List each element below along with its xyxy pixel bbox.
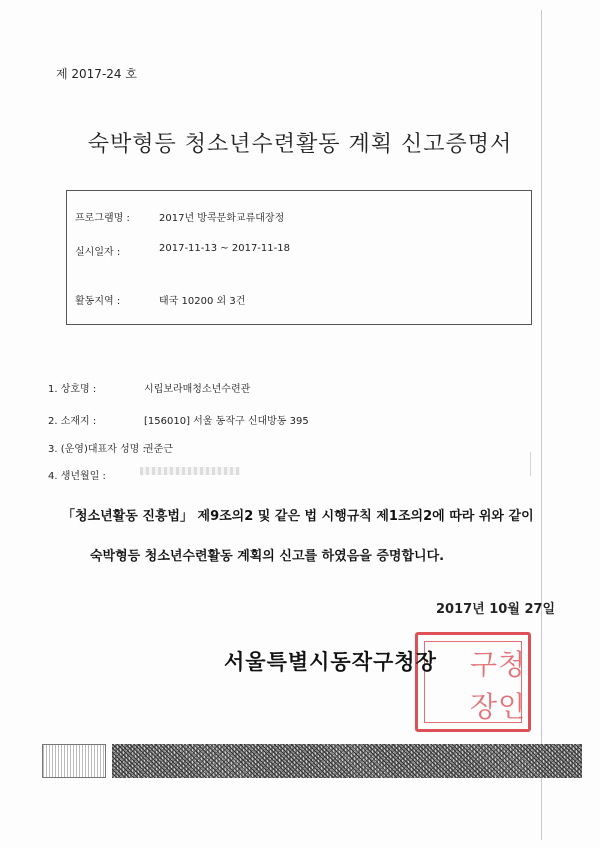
birthdate-label: 4. 생년월일 : [48, 471, 106, 482]
program-date-label: 실시일자 : [75, 247, 121, 258]
seal-glyph: 청 [498, 648, 526, 681]
address-value: [156010] 서울 동작구 신대방동 395 [144, 416, 309, 427]
document-security-barcode [112, 744, 582, 778]
program-name-value: 2017년 방콕문화교류대장정 [159, 213, 285, 224]
document-number: 제 2017-24 호 [56, 67, 137, 81]
document-barcode-small [42, 744, 106, 778]
seal-glyph: 구 [470, 648, 498, 681]
representative-label: 3. (운영)대표자 성명 : [48, 444, 146, 455]
business-name-label: 1. 상호명 : [48, 384, 97, 395]
seal-glyph: 인 [498, 690, 526, 723]
issue-date: 2017년 10월 27일 [436, 602, 556, 617]
address-label: 2. 소재지 : [48, 416, 97, 427]
issuer-name: 서울특별시동작구청장 [224, 650, 437, 674]
representative-value: 권준근 [144, 444, 173, 455]
body-line-1: 「청소년활동 진흥법」 제9조의2 및 같은 법 시행규칙 제1조의2에 따라 위와 같이 [62, 509, 534, 524]
program-name-label: 프로그램명 : [75, 213, 130, 224]
scan-mark [530, 452, 531, 476]
seal-glyph: 장 [470, 690, 498, 723]
body-line-2: 숙박형등 청소년수련활동 계획의 신고를 하였음을 증명합니다. [90, 549, 445, 564]
certificate-title: 숙박형등 청소년수련활동 계획 신고증명서 [87, 132, 513, 157]
business-name-value: 시립보라매청소년수련관 [144, 384, 251, 395]
program-date-value: 2017-11-13 ~ 2017-11-18 [159, 243, 290, 254]
redacted-birthdate [140, 467, 240, 475]
program-region-value: 태국 10200 외 3건 [159, 296, 246, 307]
program-info-box [66, 190, 532, 325]
program-region-label: 활동지역 : [75, 296, 121, 307]
